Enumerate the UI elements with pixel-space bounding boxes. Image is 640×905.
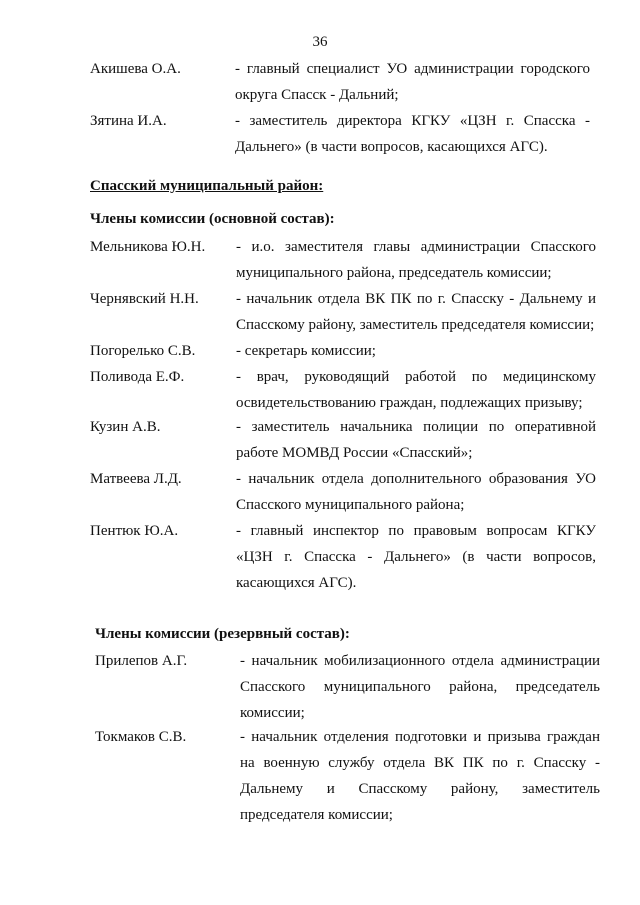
- member-role: - начальник отделения подготовки и призыва граждан на военную службу отдела ВК ПК по г. Спасску - Дальнему и Спасскому району, заместитель председателя комиссии;: [240, 729, 600, 823]
- district-heading: Спасский муниципальный район:: [90, 178, 324, 194]
- member-role: - главный специалист УО администрации городского округа Спасск - Дальний;: [235, 61, 590, 103]
- member-name: Акишева О.А.: [90, 61, 181, 77]
- member-role: - секретарь комиссии;: [236, 343, 376, 359]
- member-name: Поливода Е.Ф.: [90, 369, 185, 385]
- member-name: Пентюк Ю.А.: [90, 523, 179, 539]
- member-role: - заместитель директора КГКУ «ЦЗН г. Спасска - Дальнего» (в части вопросов, касающихся АГС).: [235, 113, 590, 155]
- member-name: Чернявский Н.Н.: [90, 291, 199, 307]
- member-role: - главный инспектор по правовым вопросам КГКУ «ЦЗН г. Спасска - Дальнего» (в части вопросов, касающихся АГС).: [236, 523, 596, 591]
- member-name: Прилепов А.Г.: [95, 653, 188, 669]
- member-role: - и.о. заместителя главы администрации Спасского муниципального района, председатель комиссии;: [236, 239, 596, 281]
- page-number: 36: [312, 34, 328, 50]
- member-role: - заместитель начальника полиции по оперативной работе МОМВД России «Спасский»;: [236, 419, 596, 461]
- member-name: Мельникова Ю.Н.: [90, 239, 206, 255]
- member-name: Матвеева Л.Д.: [90, 471, 182, 487]
- member-name: Погорелько С.В.: [90, 343, 196, 359]
- member-name: Кузин А.В.: [90, 419, 161, 435]
- member-role: - начальник мобилизационного отдела администрации Спасского муниципального района, председатель комиссии;: [240, 653, 600, 721]
- member-role: - начальник отдела ВК ПК по г. Спасску - Дальнему и Спасскому району, заместитель председателя комиссии;: [236, 291, 596, 333]
- member-name: Зятина И.А.: [90, 113, 167, 129]
- member-role: - врач, руководящий работой по медицинскому освидетельствованию граждан, подлежащих призыву;: [236, 369, 596, 411]
- reserve-section-heading: Члены комиссии (резервный состав):: [95, 626, 350, 642]
- member-role: - начальник отдела дополнительного образования УО Спасского муниципального района;: [236, 471, 596, 513]
- member-name: Токмаков С.В.: [95, 729, 187, 745]
- main-section-heading: Члены комиссии (основной состав):: [90, 211, 335, 227]
